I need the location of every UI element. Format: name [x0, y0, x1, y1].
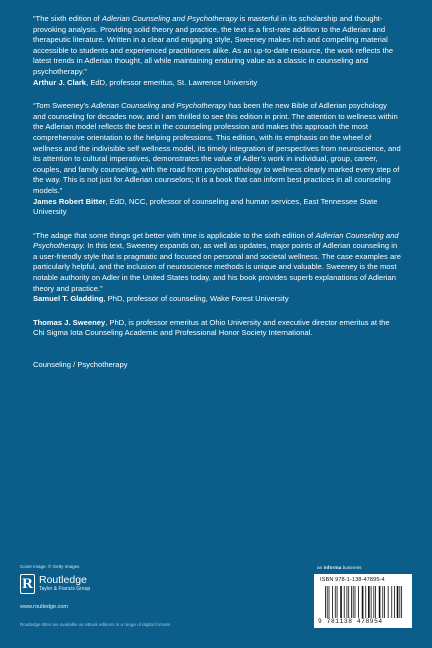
ebook-note: Routledge titles are available as eBook editions in a range of digital formats: [20, 622, 171, 627]
subject-category: Counseling / Psychotherapy: [33, 360, 128, 370]
isbn-barcode: [314, 574, 412, 628]
informa-tagline: an informa business: [317, 566, 362, 571]
quote-text: “The sixth edition of Adlerian Counseling and Psychotherapy is masterful in its scholarship and thought-provoking analysis. Providing solid theory and practice, the text is a first-rate addition to the Adlerian and therapeutic literature. Written in a clear and engaging style, Sweeney makes rich and compelling material accessible to students and experienced practitioners alike. As an up-to-date resource, the work reflects the latest trends in Adlerian thought, all while maintaining enduring value as a classic in counseling and psychotherapy.”: [33, 14, 394, 76]
cover-image-credit: Cover image: © Getty Images: [20, 564, 80, 569]
quote-credentials: , EdD, professor emeritus, St. Lawrence University: [86, 77, 258, 87]
quote-text: “The adage that some things get better with time is applicable to the sixth edition of Adlerian Counseling and Psychotherapy. In this text, Sweeney expands on, as well as updates, major points of Adlerian counseling in a user-friendly style that is pragmatic and focused on personal and societal wellness. The case examples are particularly helpful, and the inclusion of neuroscience methods is unique and valuable. Sweeney is the most notable authority on Adler in the United States today, and his book provides superb explanations of Adlerian theory and practice.”: [33, 230, 401, 293]
barcode-icon: [325, 586, 403, 618]
quote-author: Arthur J. Clark: [33, 77, 87, 87]
publisher-name: Routledge: [39, 574, 87, 586]
routledge-logo-icon: R: [20, 574, 35, 594]
quote-credentials: , EdD, NCC, professor of counseling and human services, East Tennessee State University: [33, 196, 378, 217]
endorsements: [33, 14, 401, 305]
quote-text: “Tom Sweeney’s Adlerian Counseling and Psychotherapy has been the new Bible of Adlerian psychology and counseling for decades now, and I am thrilled to see this edition in print. The attention to wellness within the Adlerian model reflects the best in the counseling profession and makes this approach the most comprehensive orientation to the helping professions. This edition, with its emphasis on the wheel of wellness and the indivisible self wellness model, its timely integration of perspectives from neuroscience, and its attention to cultural imperatives, demonstrates the value of Adler’s work in individual, group, career, couples, and family counseling, with the road from psychopathology to wellness clearly marked every step of the way. This is not just for Adlerian counselors; it is a book that can inform best practices in all counseling models.”: [33, 101, 401, 195]
quote-attribution: [33, 197, 401, 218]
publisher-url-link[interactable]: www.routledge.com: [20, 604, 68, 610]
publisher-logo[interactable]: [20, 574, 90, 594]
author-bio-text: , PhD, is professor emeritus at Ohio University and executive director emeritus at the Chi Sigma Iota Counseling Academic and Professional Honor Society International.: [33, 317, 390, 338]
author-name: Thomas J. Sweeney: [33, 317, 106, 327]
quote-attribution: [33, 294, 401, 305]
quote-author: James Robert Bitter: [33, 196, 106, 206]
endorsement-quote: [33, 231, 401, 305]
publisher-group: Taylor & Francis Group: [39, 586, 91, 592]
author-bio: [33, 318, 401, 339]
quote-credentials: , PhD, professor of counseling, Wake Forest University: [103, 294, 289, 304]
quote-author: Samuel T. Gladding: [33, 294, 104, 304]
endorsement-quote: [33, 101, 401, 218]
barcode-number: 9 781138 478954: [318, 618, 383, 625]
quote-attribution: [33, 78, 401, 89]
isbn-text: ISBN 978-1-138-47895-4: [320, 577, 385, 583]
back-cover-content: [33, 14, 401, 369]
endorsement-quote: [33, 14, 401, 88]
